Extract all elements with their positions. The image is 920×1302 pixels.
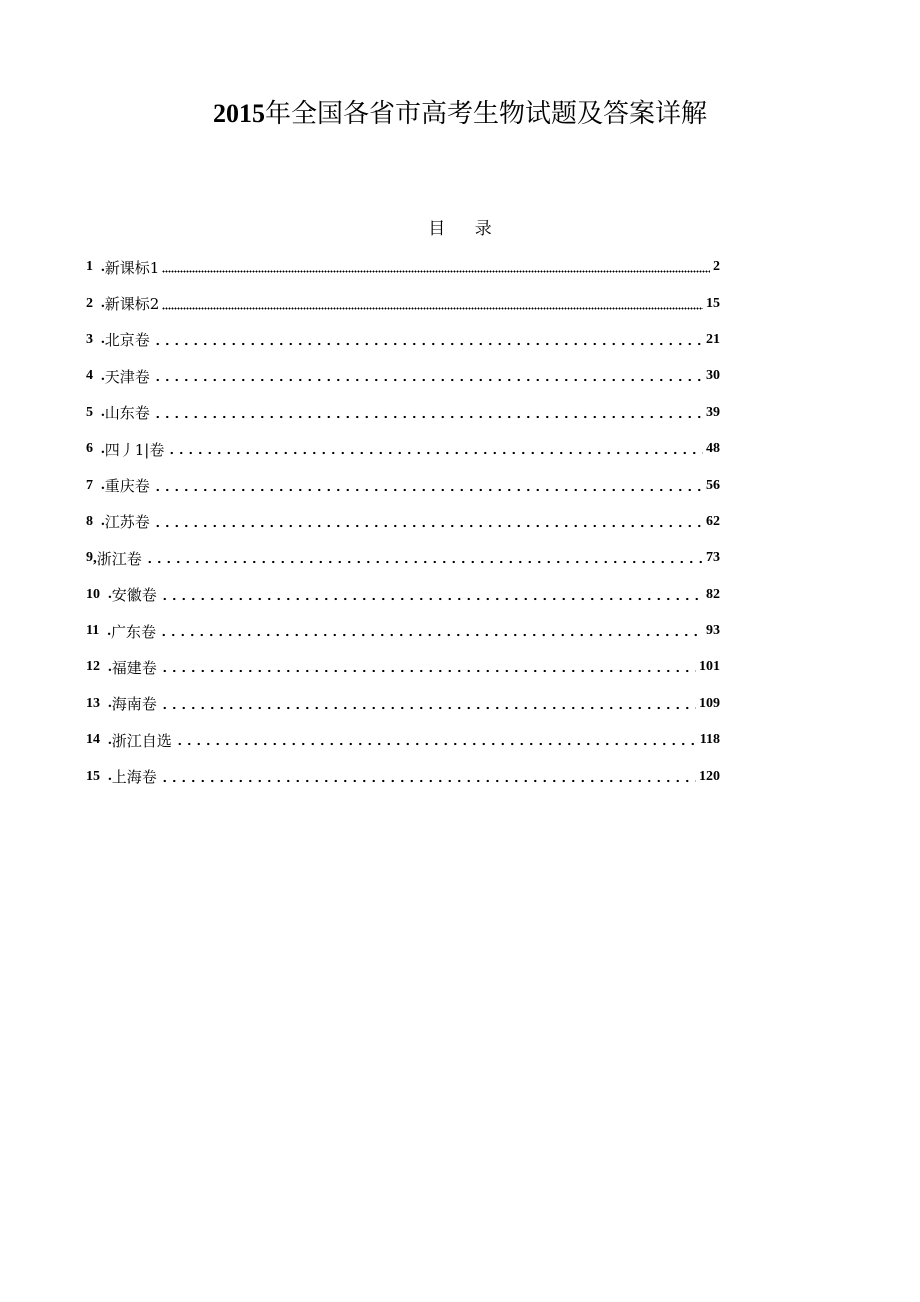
toc-entry-label: 广东卷 — [110, 622, 156, 641]
toc-entry-number: 11 — [86, 623, 100, 639]
toc-entry-page: 82 — [706, 586, 720, 602]
toc-entry-label: 山东卷 — [104, 404, 150, 423]
toc-entry-12[interactable] — [86, 649, 720, 685]
toc-entry-number: 3 — [86, 331, 93, 347]
toc-entry-separator: . — [101, 404, 105, 421]
toc-entry-8[interactable] — [86, 504, 720, 540]
toc-dot-leader — [167, 441, 703, 457]
toc-entry-page: 120 — [699, 768, 720, 784]
toc-dot-leader — [162, 259, 710, 275]
toc-dot-leader — [175, 732, 697, 748]
toc-entry-separator: , — [93, 549, 97, 566]
toc-heading: 目 录 — [428, 219, 504, 239]
toc-entry-separator: . — [108, 586, 112, 603]
toc-entry-label: 江苏卷 — [104, 513, 150, 532]
toc-entry-number: 13 — [86, 695, 100, 711]
toc-entry-number: 8 — [86, 513, 93, 529]
toc-entry-number: 6 — [86, 441, 93, 457]
toc-entry-7[interactable] — [86, 467, 720, 503]
toc-entry-number: 2 — [86, 295, 93, 311]
toc-entry-15[interactable] — [86, 758, 720, 794]
toc-entry-number: 10 — [86, 586, 100, 602]
toc-entry-page: 93 — [706, 623, 720, 639]
toc-dot-leader — [159, 623, 703, 639]
toc-entry-separator: . — [101, 477, 105, 494]
toc-dot-leader — [153, 368, 703, 384]
toc-entry-label: 新课标1 — [104, 258, 160, 277]
toc-entry-number: 1 — [86, 259, 93, 275]
toc-entry-page: 73 — [706, 550, 720, 566]
toc-entry-4[interactable] — [86, 358, 720, 394]
toc-entry-separator: . — [101, 331, 105, 348]
toc-entry-separator: . — [101, 367, 105, 384]
toc-entry-6[interactable] — [86, 431, 720, 467]
toc-entry-label: 福建卷 — [111, 658, 157, 677]
toc-entry-11[interactable] — [86, 613, 720, 649]
toc-dot-leader — [153, 405, 703, 421]
toc-entry-label: 新课标2 — [104, 295, 160, 314]
toc-entry-label: 上海卷 — [111, 768, 157, 787]
toc-entry-label: 天津卷 — [104, 367, 150, 386]
toc-entry-separator: . — [101, 295, 105, 312]
toc-entry-separator: . — [108, 731, 112, 748]
toc-entry-page: 48 — [706, 441, 720, 457]
toc-entry-number: 14 — [86, 732, 100, 748]
toc-entry-page: 21 — [706, 331, 720, 347]
toc-dot-leader — [160, 696, 696, 712]
toc-entry-page: 118 — [699, 732, 720, 748]
toc-entry-page: 56 — [706, 477, 720, 493]
toc-entry-number: 9 — [86, 550, 93, 566]
toc-entry-number: 15 — [86, 768, 100, 784]
toc-dot-leader — [153, 332, 703, 348]
document-title — [0, 94, 920, 134]
toc-dot-leader — [160, 659, 696, 675]
toc-entry-page: 101 — [699, 659, 720, 675]
toc-entry-separator: . — [108, 658, 112, 675]
toc-entry-page: 30 — [706, 368, 720, 384]
toc-entry-10[interactable] — [86, 577, 720, 613]
toc-dot-leader — [145, 550, 703, 566]
toc-dot-leader — [153, 514, 703, 530]
toc-entry-label: 浙江自选 — [111, 731, 172, 750]
toc-entry-separator: . — [101, 440, 105, 457]
toc-entry-number: 12 — [86, 659, 100, 675]
toc-dot-leader — [153, 478, 703, 494]
toc-dot-leader — [160, 769, 696, 785]
title-text: 年全国各省市高考生物试题及答案详解 — [264, 99, 707, 129]
toc-entry-separator: . — [101, 513, 105, 530]
toc-entry-number: 4 — [86, 368, 93, 384]
toc-entry-label: 浙江卷 — [96, 549, 142, 568]
toc-entry-label: 四丿1|卷 — [104, 440, 165, 459]
toc-entry-separator: . — [108, 768, 112, 785]
toc-entry-separator: . — [101, 258, 105, 275]
toc-entry-13[interactable] — [86, 686, 720, 722]
toc-entry-number: 7 — [86, 477, 93, 493]
toc-entry-page: 2 — [713, 259, 720, 275]
toc-entry-label: 北京卷 — [104, 331, 150, 350]
toc-entry-page: 109 — [699, 695, 720, 711]
toc-entry-2[interactable] — [86, 285, 720, 321]
table-of-contents — [86, 249, 720, 795]
toc-entry-page: 15 — [706, 295, 720, 311]
toc-entry-number: 5 — [86, 404, 93, 420]
toc-entry-separator: . — [107, 622, 111, 639]
toc-entry-5[interactable] — [86, 395, 720, 431]
toc-entry-3[interactable] — [86, 322, 720, 358]
toc-entry-14[interactable] — [86, 722, 720, 758]
toc-entry-9[interactable] — [86, 540, 720, 576]
toc-entry-label: 安徽卷 — [111, 586, 157, 605]
toc-dot-leader — [162, 296, 703, 312]
toc-entry-page: 62 — [706, 513, 720, 529]
toc-entry-label: 重庆卷 — [104, 477, 150, 496]
toc-entry-separator: . — [108, 695, 112, 712]
title-year: 2015 — [212, 99, 265, 128]
toc-entry-label: 海南卷 — [111, 695, 157, 714]
toc-entry-1[interactable] — [86, 249, 720, 285]
toc-dot-leader — [160, 587, 703, 603]
toc-entry-page: 39 — [706, 404, 720, 420]
